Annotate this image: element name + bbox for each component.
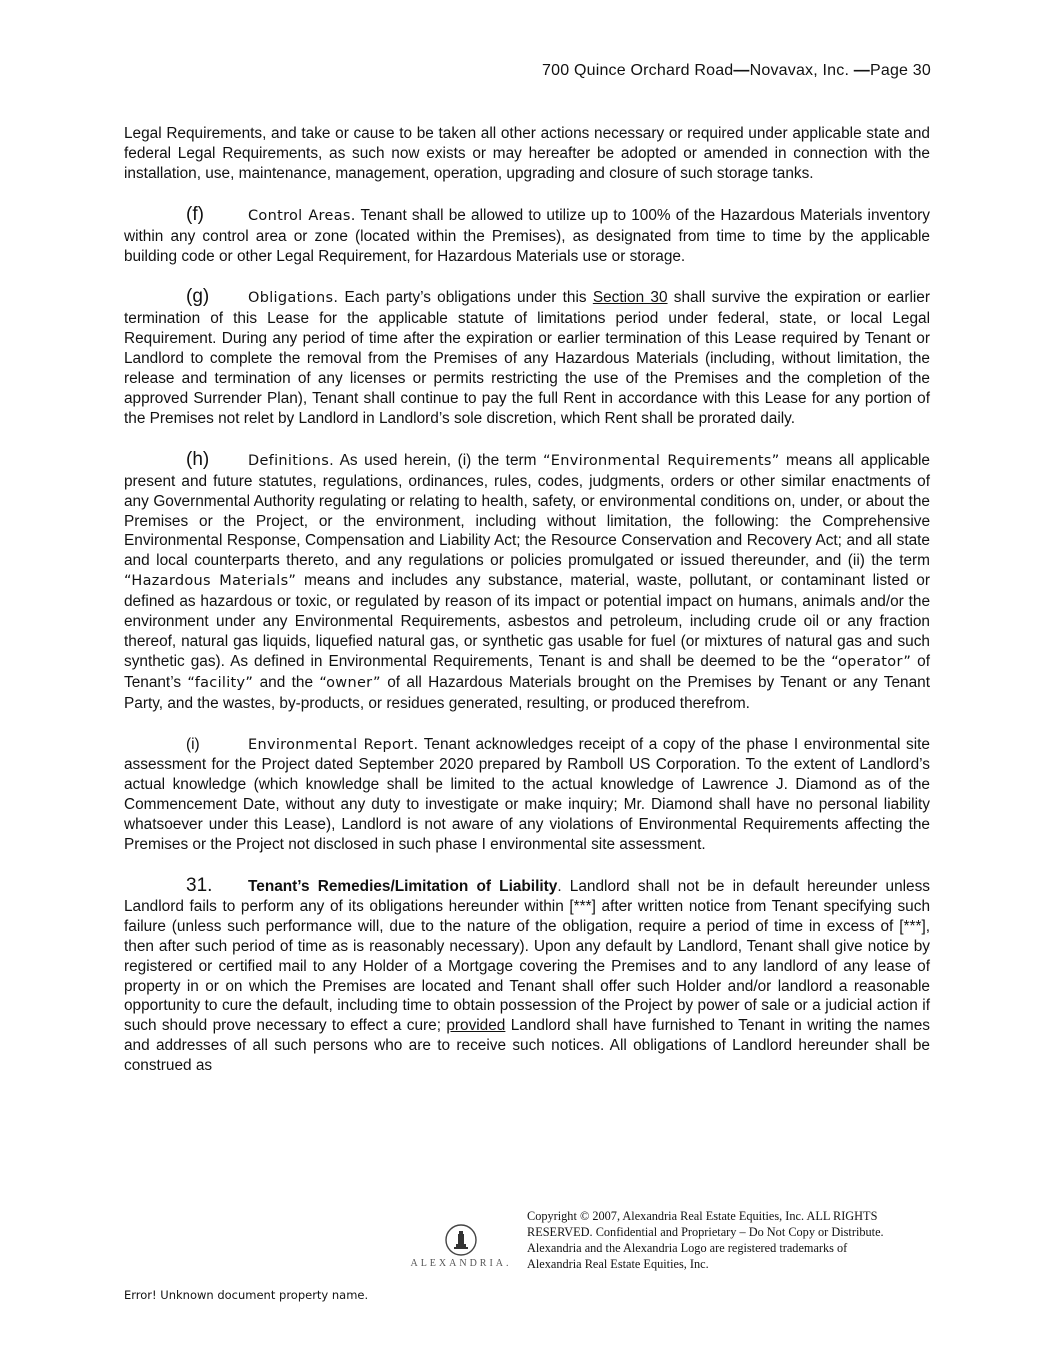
paragraph-text: means and includes any substance, material, waste, pollutant, or contaminant listed or defined as hazardous or toxic, or regulated by reason of its impact or potential impact on humans, animals and/or the environment under any Environmental Requirements, asbestos and petroleum, including crude oil or any fraction thereof, natural gas liquids, liquefied natural gas, or synthetic gas usable for fuel (or mixtures of natural gas and such synthetic gas). As defined in Environmental Requirements, Tenant is and shall be deemed to be the	[124, 572, 930, 670]
section-heading: Control Areas.	[248, 207, 356, 224]
paragraph-continuation	[124, 124, 930, 184]
paragraph-text: Each party’s obligations under this	[338, 289, 593, 307]
section-heading: Environmental Report.	[248, 736, 419, 753]
alexandria-logo	[405, 1223, 517, 1269]
defined-term: “Hazardous Materials”	[124, 573, 297, 590]
paragraph-text: Legal Requirements, and take or cause to be taken all other actions necessary or required under applicable state and federal Legal Requirements, as such now exists or may hereafter be adopted or amended in connection with the installation, use, maintenance, management, operation, upgrading and closure of such storage tanks.	[124, 125, 930, 182]
paragraph-text: and the	[253, 673, 320, 691]
logo-wordmark: ALEXANDRIA.	[410, 1258, 512, 1269]
header-dash-2: —	[853, 62, 870, 79]
section-heading: Definitions.	[248, 452, 334, 469]
provided-term: provided	[446, 1017, 506, 1035]
paragraph-text: Tenant shall be allowed to utilize up to 100% of the Hazardous Materials inventory within any control area or zone (located within the Premises), as designated from time to time by the applicable building code or other Legal Requirement, for Hazardous Materials use or storage.	[124, 206, 930, 265]
paragraph-text: shall survive the expiration or earlier termination of this Lease for the applicable statute of limitations period under federal, state, or local Legal Requirement. During any period of time after the expiration or earlier termination of this Lease required by Tenant or Landlord to complete the removal from the Premises of any Hazardous Materials (including, without limitation, the release and termination of any licenses or permits restricting the use of the Premises and the completion of the approved Surrender Plan), Tenant shall continue to pay the full Rent in accordance with this Lease for any portion of the Premises not relet by Landlord in Landlord’s sole discretion, which Rent shall be prorated daily.	[124, 289, 930, 427]
section-heading: Tenant’s Remedies/Limitation of Liability	[248, 878, 558, 895]
defined-term: “operator”	[831, 653, 912, 670]
section-heading: Obligations.	[248, 290, 339, 307]
section-i-environmental-report	[124, 735, 930, 855]
paragraph-text: means all applicable present and future statutes, regulations, ordinances, rules, codes, judgments, orders or other similar enactments of any Governmental Authority regulating or relating to health, safety, or environmental conditions on, under, or about the Premises or the Project, or the environment, including without limitation, the following: the Comprehensive Environmental Response, Compensation and Liability Act; the Resource Conservation and Recovery Act; and all state and local counterparts thereto, and any regulations or policies promulgated or issued thereunder, and (ii) the term	[124, 451, 930, 570]
header-address: 700 Quince Orchard Road	[542, 62, 734, 79]
section-h-definitions	[124, 450, 930, 714]
paragraph-text: . Landlord shall not be in default hereunder unless Landlord fails to perform any of its obligations hereunder within [***] after written notice from Tenant specifying such failure (unless such performance will, due to the nature of the obligation, require a period of time in excess of [***], then after such period of time as is reasonably necessary). Upon any default by Landlord, Tenant shall give notice by registered or certified mail to any Holder of a Mortgage covering the Premises and to any landlord of any lease of property in or on which the Premises are located and Tenant shall offer such Holder and/or landlord a reasonable opportunity to cure the default, including time to obtain possession of the Project by power of sale or a judicial action if such should prove necessary to effect a cure;	[124, 878, 930, 1035]
header-page-number: Page 30	[869, 62, 931, 79]
defined-term: “facility”	[187, 674, 254, 691]
document-body	[124, 124, 930, 1076]
defined-term: “owner”	[319, 674, 381, 691]
section-number: (f)	[186, 203, 204, 225]
paragraph-text: of Tenant’s	[124, 652, 930, 691]
header-company: Novavax, Inc.	[749, 62, 854, 79]
section-number: 31.	[186, 875, 213, 896]
section-reference-link[interactable]: Section 30	[592, 289, 668, 307]
paragraph-text: As used herein, (i) the term	[333, 451, 543, 469]
section-31-tenant-remedies	[124, 876, 930, 1076]
section-number: (i)	[186, 735, 200, 753]
document-property-error: Error! Unknown document property name.	[124, 1288, 369, 1302]
copyright-notice: Copyright © 2007, Alexandria Real Estate Equities, Inc. ALL RIGHTS RESERVED. Confidential and Proprietary – Do Not Copy or Distribute. Alexandria and the Alexandria Logo are registered trademarks of Alexandria Real Estate Equities, Inc.	[527, 1209, 884, 1271]
header-dash-1: —	[733, 62, 750, 79]
paragraph-text: Landlord shall have furnished to Tenant in writing the names and addresses of all such persons who are to receive such notices. All obligations of Landlord hereunder shall be construed as	[124, 1017, 930, 1075]
alexandria-tower-icon	[444, 1223, 478, 1257]
paragraph-text: of all Hazardous Materials brought on the Premises by Tenant or any Tenant Party, and the wastes, by-products, or residues generated, resulting, or produced therefrom.	[124, 673, 931, 712]
section-number: (g)	[186, 286, 210, 308]
defined-term: “Environmental Requirements”	[542, 452, 780, 469]
page-header	[542, 62, 931, 80]
paragraph-text: Tenant acknowledges receipt of a copy of the phase I environmental site assessment for the Project dated September 2020 prepared by Ramboll US Corporation. To the extent of Landlord’s actual knowledge (which knowledge shall be limited to the actual knowledge of Lawrence J. Diamond as of the Commencement Date, without any duty to investigate or make inquiry; Mr. Diamond shall have no personal liability whatsoever under this Lease), Landlord is not aware of any violations of Environmental Requirements affecting the Premises or the Project not disclosed in such phase I environmental site assessment.	[124, 735, 930, 854]
section-f-control-areas	[124, 205, 930, 267]
section-number: (h)	[186, 448, 210, 470]
section-g-obligations	[124, 287, 930, 428]
